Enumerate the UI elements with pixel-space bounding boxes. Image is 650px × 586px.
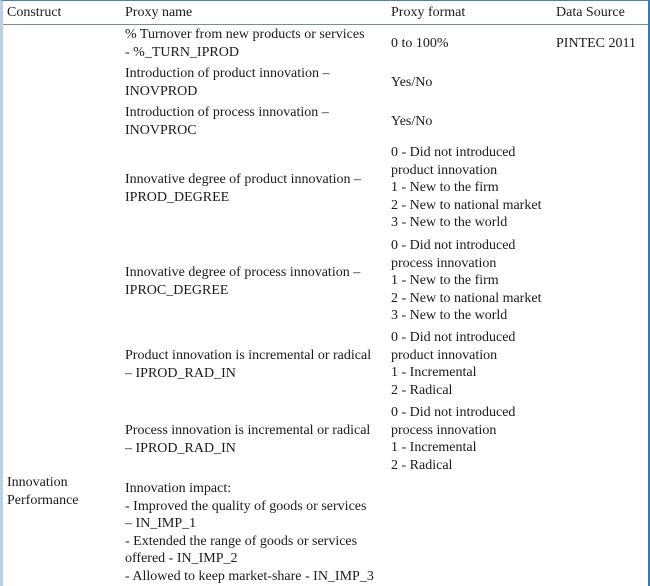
proxy-name-line: Process innovation is incremental or radical xyxy=(125,423,371,438)
table-row-proxy-name xyxy=(125,264,360,299)
proxy-name-line: INOVPROD xyxy=(125,83,198,99)
proxy-format-line: 3 - New to the world xyxy=(391,215,508,231)
table-row-proxy-name xyxy=(125,171,361,206)
header-proxy-name: Proxy name xyxy=(125,5,193,20)
proxy-name-line: – IPROD_RAD_IN xyxy=(125,440,236,456)
proxy-format-line: 0 - Did not introduced xyxy=(391,238,516,253)
proxy-format-line: 1 - Incremental xyxy=(391,365,477,381)
proxy-name-line: – IPROD_RAD_IN xyxy=(125,365,236,381)
table-row-proxy-name xyxy=(125,480,374,586)
proxy-format-line: 0 - Did not introduced xyxy=(391,145,516,160)
proxy-name-line: - %_TURN_IPROD xyxy=(125,44,239,60)
table-row-proxy-format: Yes/No xyxy=(391,75,433,90)
table-row-proxy-name xyxy=(125,104,329,139)
table-row-proxy-name xyxy=(125,347,371,382)
table-header-row xyxy=(3,1,648,25)
proxy-format-line: 1 - New to the firm xyxy=(391,180,499,196)
table-row-proxy-format xyxy=(391,329,515,399)
header-data-source: Data Source xyxy=(556,5,625,20)
construct-label-line: Performance xyxy=(7,492,79,508)
proxy-format-line: 1 - Incremental xyxy=(391,440,477,456)
proxy-name-line: - Improved the quality of goods or services xyxy=(125,498,367,514)
proxy-format-line: 0 - Did not introduced xyxy=(391,330,516,345)
proxy-name-line: Product innovation is incremental or radical xyxy=(125,348,372,363)
table-row-proxy-name xyxy=(125,422,370,457)
proxy-format-line: 2 - New to national market xyxy=(391,197,542,213)
proxy-name-line: offered - IN_IMP_2 xyxy=(125,551,238,567)
proxy-format-line: 2 - New to national market xyxy=(391,290,542,306)
proxy-name-line: Introduction of process innovation – xyxy=(125,105,329,120)
proxy-name-line: Introduction of product innovation – xyxy=(125,66,330,81)
table-row-proxy-format: Yes/No xyxy=(391,114,433,129)
proxy-format-line: product innovation xyxy=(391,162,498,178)
table-row-proxy-format xyxy=(391,404,515,474)
proxy-format-line: 3 - New to the world xyxy=(391,308,508,324)
construct-label xyxy=(7,474,79,509)
proxy-format-line: process innovation xyxy=(391,422,497,438)
header-construct: Construct xyxy=(7,5,62,20)
proxy-format-line: 1 - New to the firm xyxy=(391,273,499,289)
proxy-name-line: IPROD_DEGREE xyxy=(125,189,230,205)
table-row-proxy-format xyxy=(391,237,541,325)
proxy-name-line: Innovation impact: xyxy=(125,481,232,496)
data-source-value: PINTEC 2011 xyxy=(556,36,636,51)
proxy-name-line: - Allowed to keep market-share - IN_IMP_3 xyxy=(125,568,374,584)
proxy-name-line: Innovative degree of product innovation – xyxy=(125,172,361,187)
proxy-name-line: - Extended the range of goods or services xyxy=(125,533,358,549)
proxy-name-line: % Turnover from new products or services xyxy=(125,27,365,42)
proxy-format-line: 2 - Radical xyxy=(391,457,453,473)
table-row-proxy-format: 0 to 100% xyxy=(391,36,449,51)
proxy-name-line: INOVPROC xyxy=(125,122,197,138)
proxy-name-line: Innovative degree of process innovation – xyxy=(125,265,361,280)
proxy-name-line: – IN_IMP_1 xyxy=(125,516,197,532)
table-row-proxy-name xyxy=(125,26,365,61)
proxy-format-line: 2 - Radical xyxy=(391,382,453,398)
table-row-proxy-format xyxy=(391,144,541,232)
table-row-proxy-name xyxy=(125,65,330,100)
header-proxy-format: Proxy format xyxy=(391,5,466,20)
proxy-format-line: 0 - Did not introduced xyxy=(391,405,516,420)
proxy-format-line: process innovation xyxy=(391,255,497,271)
construct-label-line: Innovation xyxy=(7,475,68,490)
proxy-name-line: IPROC_DEGREE xyxy=(125,282,229,298)
proxy-format-line: product innovation xyxy=(391,347,498,363)
